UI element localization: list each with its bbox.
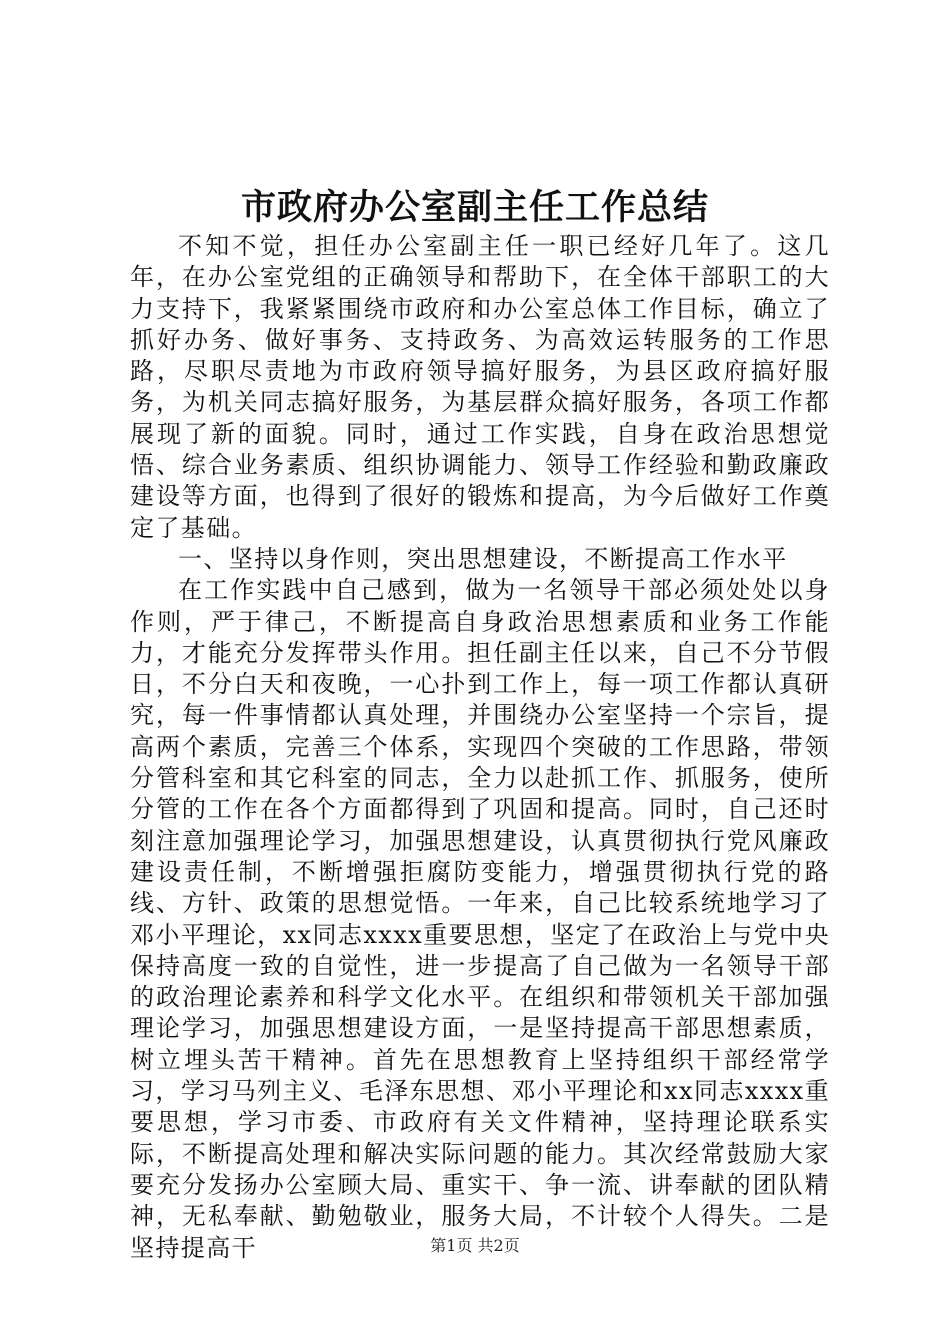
document-body [130, 231, 830, 1264]
page-number-footer: 第1页 共2页 [430, 1236, 520, 1255]
paragraph-section-1: 在工作实践中自己感到，做为一名领导干部必须处处以身作则，严于律己，不断提高自身政治思想素质和业务工作能力，才能充分发挥带头作用。担任副主任以来，自己不分节假日，不分白天和夜晚，一心扑到工作上，每一项工作都认真研究，每一件事情都认真处理，并围绕办公室坚持一个宗旨，提高两个素质，完善三个体系，实现四个突破的工作思路，带领分管科室和其它科室的同志，全力以赴抓工作、抓服务，使所分管的工作在各个方面都得到了巩固和提高。同时，自己还时刻注意加强理论学习，加强思想建设，认真贯彻执行党风廉政建设责任制，不断增强拒腐防变能力，增强贯彻执行党的路线、方针、政策的思想觉悟。一年来，自己比较系统地学习了邓小平理论，xx同志xxxx重要思想，坚定了在政治上与党中央保持高度一致的自觉性，进一步提高了自己做为一名领导干部的政治理论素养和科学文化水平。在组织和带领机关干部加强理论学习，加强思想建设方面，一是坚持提高干部思想素质，树立埋头苦干精神。首先在思想教育上坚持组织干部经常学习，学习马列主义、毛泽东思想、邓小平理论和xx同志xxxx重要思想，学习市委、市政府有关文件精神，坚持理论联系实际，不断提高处理和解决实际问题的能力。其次经常鼓励大家要充分发扬办公室顾大局、重实干、争一流、讲奉献的团队精神，无私奉献、勤勉敬业，服务大局，不计较个人得失。二是坚持提高干 [130, 576, 830, 1262]
section-heading: 一、坚持以身作则，突出思想建设，不断提高工作水平 [178, 544, 788, 573]
paragraph-intro: 不知不觉，担任办公室副主任一职已经好几年了。这几年，在办公室党组的正确领导和帮助下，在全体干部职工的大力支持下，我紧紧围绕市政府和办公室总体工作目标，确立了抓好办务、做好事务、支持政务、为高效运转服务的工作思路，尽职尽责地为市政府领导搞好服务，为县区政府搞好服务，为机关同志搞好服务，为基层群众搞好服务，各项工作都展现了新的面貌。同时，通过工作实践，自身在政治思想觉悟、综合业务素质、组织协调能力、领导工作经验和勤政廉政建设等方面，也得到了很好的锻炼和提高，为今后做好工作奠定了基础。 [130, 232, 830, 542]
document-title: 市政府办公室副主任工作总结 [240, 187, 709, 228]
